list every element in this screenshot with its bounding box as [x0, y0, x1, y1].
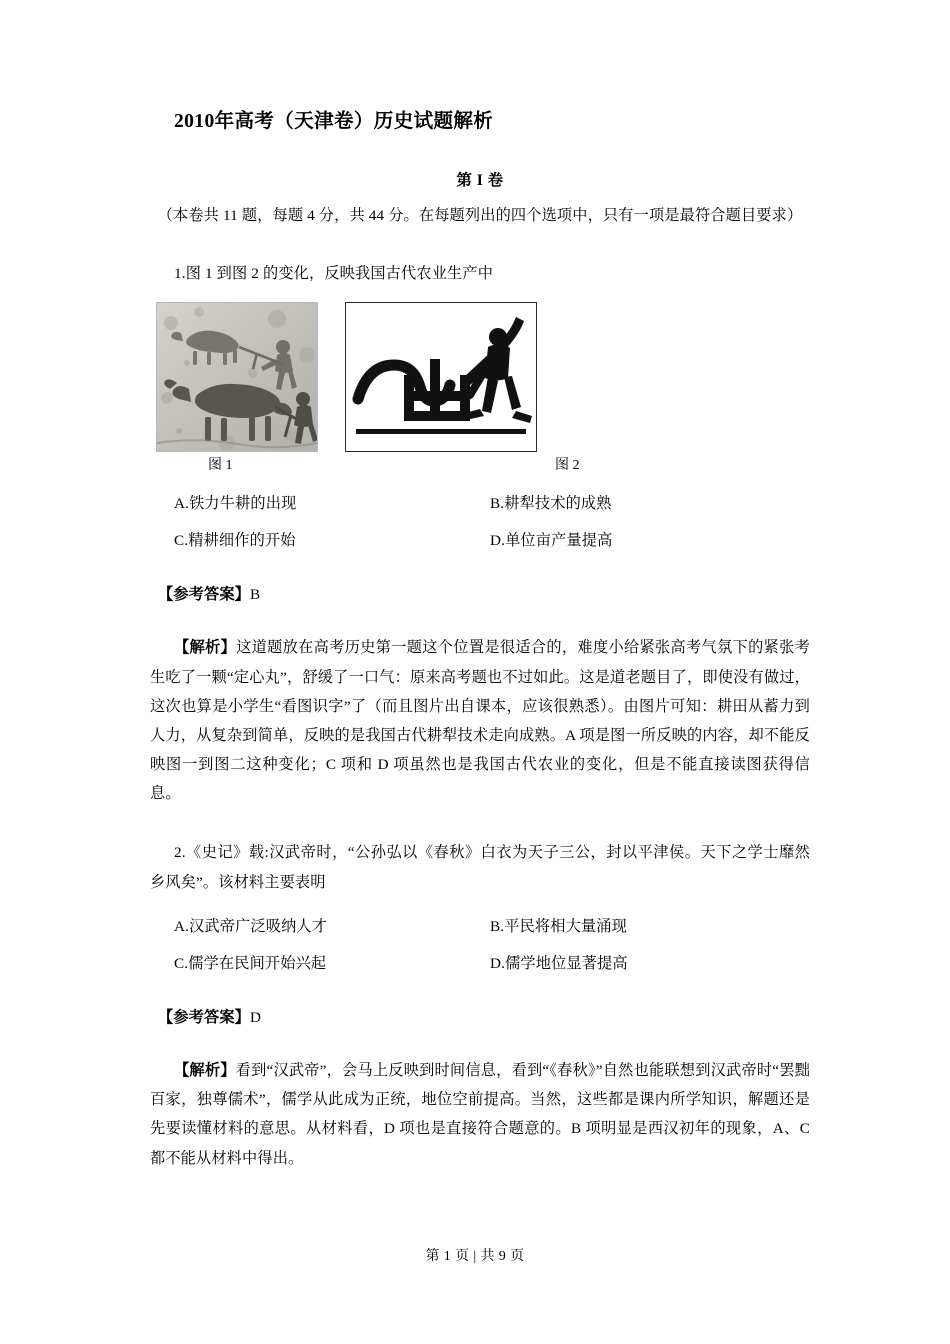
answer-label: 【参考答案】: [158, 586, 251, 604]
option-c[interactable]: C.儒学在民间开始兴起: [174, 954, 327, 972]
answer-label: 【参考答案】: [158, 1008, 251, 1026]
page-footer: 第 1 页 | 共 9 页: [425, 1249, 525, 1264]
option-row: [150, 492, 810, 513]
option-c[interactable]: C.精耕细作的开始: [174, 532, 296, 550]
figure-1-image: [156, 302, 318, 452]
option-b[interactable]: B.耕犁技术的成熟: [490, 495, 612, 513]
question-1-explanation: [150, 633, 810, 808]
question-2-answer: [150, 1003, 810, 1032]
option-row: [150, 915, 810, 936]
question-1-figures: [150, 302, 810, 474]
question-1-answer: [150, 580, 810, 609]
explanation-label: 【解析】: [174, 639, 237, 657]
document-body: [150, 108, 810, 1173]
answer-value: B: [250, 586, 261, 604]
explanation-text: 看到“汉武帝”，会马上反映到时间信息，看到“《春秋》”自然也能联想到汉武帝时“罢黜百家，独尊儒术”，儒学从此成为正统，地位空前提高。当然，这些都是课内所学知识，解题还是先要读懂材料的意思。从材料看，D 项也是直接符合题意的。B 项明显是西汉初年的现象，A、C 都不能从材料中得出。: [150, 1062, 811, 1167]
option-b[interactable]: B.平民将相大量涌现: [490, 917, 627, 935]
explanation-label: 【解析】: [174, 1062, 236, 1079]
option-d[interactable]: D.儒学地位显著提高: [490, 954, 628, 972]
question-2-explanation: [150, 1056, 810, 1173]
option-a[interactable]: A.铁力牛耕的出现: [174, 495, 297, 513]
section-heading: 第 I 卷: [456, 172, 504, 190]
question-2-options: [150, 915, 810, 973]
question-1-stem: 1.图 1 到图 2 的变化，反映我国古代农业生产中: [174, 264, 494, 282]
figure-2-caption: 图 2: [555, 458, 580, 474]
answer-value: D: [250, 1008, 262, 1026]
option-d[interactable]: D.单位亩产量提高: [490, 532, 613, 550]
question-2-stem: 2.《史记》载:汉武帝时，“公孙弘以《春秋》白衣为天子三公，封以平津侯。天下之学士靡然乡风矣”。该材料主要表明: [150, 844, 810, 891]
option-row: [150, 529, 810, 550]
page-title: 2010年高考（天津卷）历史试题解析: [174, 111, 494, 132]
figure-1-caption: 图 1: [208, 458, 233, 474]
option-row: [150, 952, 810, 973]
explanation-text: 这道题放在高考历史第一题这个位置是很适合的，难度小给紧张高考气氛下的紧张考生吃了一颗“定心丸”，舒缓了一口气：原来高考题也不过如此。这是道老题目了，即使没有做过，这次也算是小学生“看图识字”了（而且图片出自课本，应该很熟悉）。由图片可知：耕田从蓄力到人力，从复杂到简单，反映的是我国古代耕犁技术走向成熟。A 项是图一所反映的内容，却不能反映图一到图二这种变化；C 项和 D 项虽然也是我国古代农业的变化，但是不能直接读图获得信息。: [150, 639, 810, 803]
exam-instructions: （本卷共 11 题，每题 4 分，共 44 分。在每题列出的四个选项中，只有一项是最符合题目要求）: [157, 207, 803, 225]
option-a[interactable]: A.汉武帝广泛吸纳人才: [174, 917, 328, 935]
figure-2-image: [345, 302, 537, 452]
question-1-options: [150, 492, 810, 550]
